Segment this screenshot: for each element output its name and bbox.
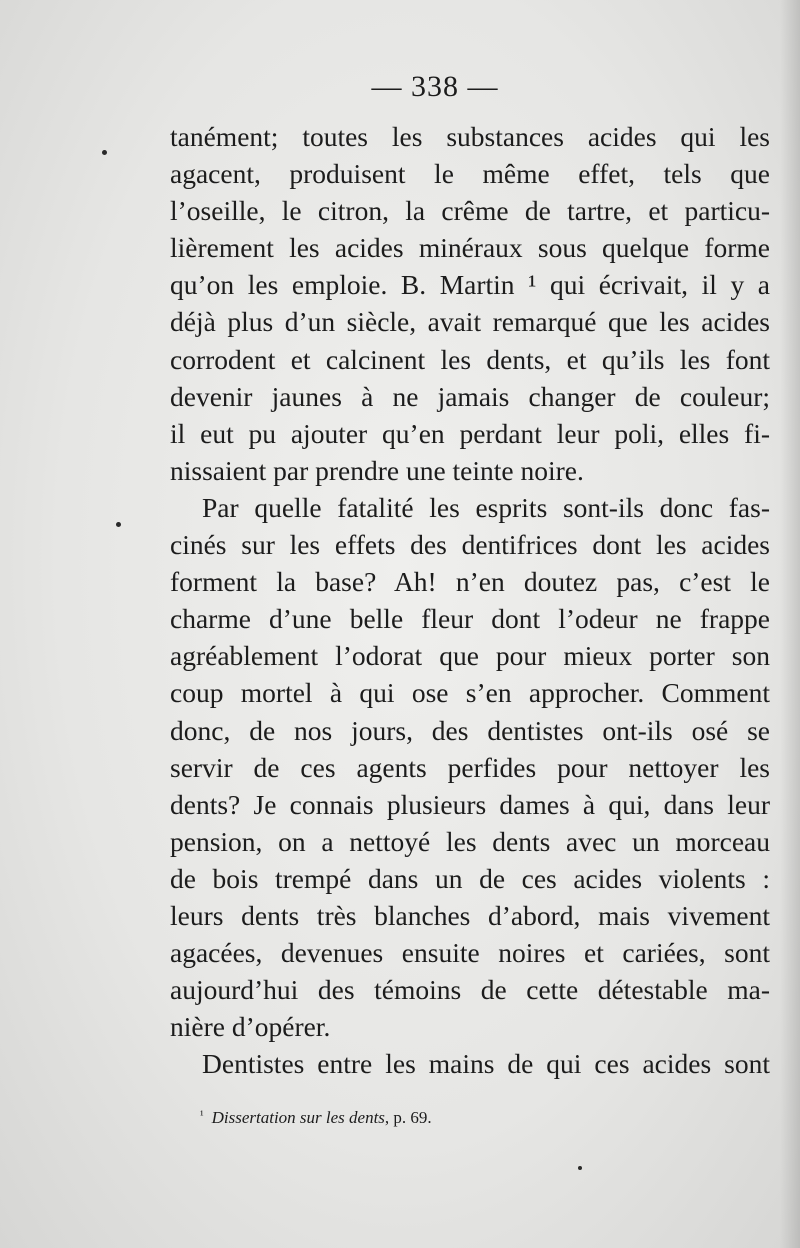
text-line: cinés sur les effets des dentifrices dont les acides [170, 529, 770, 561]
body-text [170, 118, 770, 1082]
text-line: coup mortel à qui ose s’en approcher. Comment [170, 677, 770, 709]
text-line: agacent, produisent le même effet, tels que [170, 158, 770, 190]
page-edge-shadow [780, 0, 800, 1248]
text-line: nière d’opérer. [170, 1011, 331, 1043]
text-line: corrodent et calcinent les dents, et qu’ils les font [170, 343, 770, 375]
text-line: dents? Je connais plusieurs dames à qui, dans leur [170, 788, 770, 820]
footnote [200, 1108, 432, 1128]
text-line: il eut pu ajouter qu’en perdant leur poli, elles fi- [170, 417, 770, 449]
text-line: leurs dents très blanches d’abord, mais vivement [170, 899, 770, 931]
text-line: l’oseille, le citron, la crême de tartre, et particu- [170, 195, 770, 227]
text-line: agréablement l’odorat que pour mieux porter son [170, 640, 770, 672]
page-number: — 338 — [371, 70, 499, 103]
text-line: devenir jaunes à ne jamais changer de couleur; [170, 380, 770, 412]
ink-speck [578, 1166, 582, 1170]
ink-speck [102, 150, 107, 155]
text-line: Dentistes entre les mains de qui ces acides sont [202, 1048, 770, 1080]
text-line: lièrement les acides minéraux sous quelque forme [170, 232, 770, 264]
text-line: déjà plus d’un siècle, avait remarqué que les acides [170, 306, 770, 338]
text-line: charme d’une belle fleur dont l’odeur ne frappe [170, 603, 770, 635]
footnote-title: Dissertation sur les dents [211, 1108, 385, 1127]
text-line: forment la base? Ah! n’en doutez pas, c’est le [170, 566, 770, 598]
ink-speck [116, 522, 121, 527]
text-line: qu’on les emploie. B. Martin ¹ qui écrivait, il y a [170, 269, 770, 301]
text-line: tanément; toutes les substances acides qui les [170, 121, 770, 152]
footnote-mark: ¹ [200, 1108, 204, 1122]
text-line: aujourd’hui des témoins de cette détestable ma- [170, 974, 770, 1006]
footnote-reference: , p. 69. [384, 1108, 432, 1127]
text-line: servir de ces agents perfides pour nettoyer les [170, 751, 770, 783]
text-line: Par quelle fatalité les esprits sont-ils donc fas- [202, 491, 770, 523]
text-line: agacées, devenues ensuite noires et cariées, sont [170, 937, 770, 969]
text-line: nissaient par prendre une teinte noire. [170, 454, 584, 486]
text-line: donc, de nos jours, des dentistes ont-ils osé se [170, 714, 770, 746]
text-line: de bois trempé dans un de ces acides violents : [170, 862, 770, 894]
text-line: pension, on a nettoyé les dents avec un morceau [170, 825, 770, 857]
